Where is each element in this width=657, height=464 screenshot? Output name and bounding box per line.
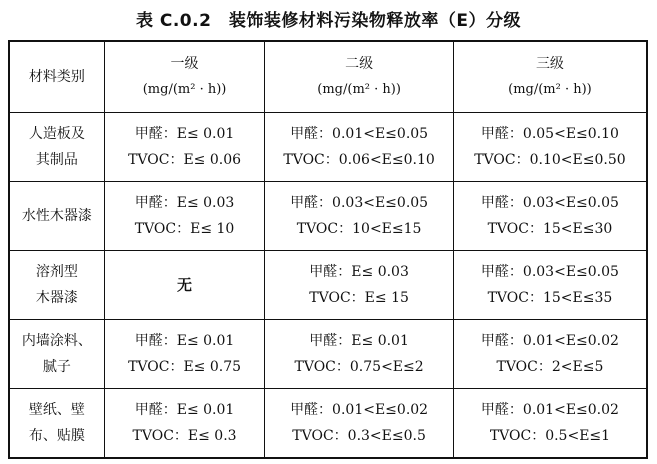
formaldehyde-limit: 甲醛：0.03<E≤0.05 — [290, 195, 429, 211]
tvoc-limit: TVOC：15<E≤35 — [487, 290, 613, 306]
table-row — [9, 113, 647, 182]
tvoc-limit: TVOC：0.75<E≤2 — [294, 359, 424, 375]
table-caption: 表 C.0.2 装饰装修材料污染物释放率（E）分级 — [135, 11, 522, 31]
formaldehyde-limit: 甲醛：0.01<E≤0.02 — [480, 402, 619, 418]
level1-cell — [104, 113, 265, 182]
formaldehyde-limit: 甲醛：E≤ 0.03 — [134, 195, 235, 211]
formaldehyde-limit: 甲醛：0.01<E≤0.02 — [480, 333, 619, 349]
table-row — [9, 389, 647, 459]
formaldehyde-limit: 甲醛：0.01<E≤0.05 — [290, 126, 429, 142]
category-line: 腻子 — [42, 359, 71, 375]
tvoc-limit: TVOC：0.10<E≤0.50 — [474, 152, 626, 168]
category-line: 木器漆 — [35, 290, 78, 306]
tvoc-limit: TVOC：15<E≤30 — [487, 221, 613, 237]
level1-cell — [104, 251, 265, 320]
category-line: 布、贴膜 — [28, 428, 85, 444]
header-level1-label: 一级 — [170, 56, 199, 72]
tvoc-limit: TVOC：0.06<E≤0.10 — [283, 152, 435, 168]
category-line: 壁纸、壁 — [28, 402, 85, 418]
level3-cell — [453, 113, 647, 182]
category-cell — [9, 389, 104, 459]
category-line: 水性木器漆 — [21, 208, 92, 224]
formaldehyde-limit: 甲醛：E≤ 0.01 — [134, 333, 235, 349]
category-cell — [9, 251, 104, 320]
header-level1-unit: (mg/(m² · h)) — [142, 82, 227, 97]
level1-cell — [104, 320, 265, 389]
formaldehyde-limit: 甲醛：E≤ 0.03 — [309, 264, 409, 280]
emission-grade-table — [8, 40, 648, 459]
level3-cell — [453, 320, 647, 389]
level2-cell — [265, 251, 454, 320]
formaldehyde-limit: 甲醛：0.05<E≤0.10 — [480, 126, 619, 142]
header-level3 — [453, 41, 647, 113]
level2-cell — [265, 320, 454, 389]
tvoc-limit: TVOC：E≤ 15 — [309, 290, 409, 306]
level3-cell — [453, 251, 647, 320]
formaldehyde-limit: 甲醛：E≤ 0.01 — [134, 402, 235, 418]
table-row — [9, 182, 647, 251]
formaldehyde-limit: 甲醛：E≤ 0.01 — [309, 333, 409, 349]
table-header-row — [9, 41, 647, 113]
header-level2 — [265, 41, 454, 113]
category-line: 溶剂型 — [35, 264, 78, 280]
header-level1 — [104, 41, 265, 113]
level2-cell — [265, 113, 454, 182]
formaldehyde-limit: 甲醛：E≤ 0.01 — [134, 126, 235, 142]
tvoc-limit: TVOC：2<E≤5 — [496, 359, 604, 375]
formaldehyde-limit: 甲醛：0.01<E≤0.02 — [290, 402, 429, 418]
header-level3-unit: (mg/(m² · h)) — [508, 82, 592, 97]
level3-cell — [453, 389, 647, 459]
tvoc-limit: TVOC：0.5<E≤1 — [489, 428, 611, 444]
level3-cell — [453, 182, 647, 251]
header-category: 材料类别 — [9, 41, 104, 113]
category-cell — [9, 113, 104, 182]
formaldehyde-limit: 甲醛：0.03<E≤0.05 — [480, 195, 619, 211]
category-line: 内墙涂料、 — [21, 333, 92, 349]
formaldehyde-limit: 甲醛：0.03<E≤0.05 — [480, 264, 619, 280]
category-line: 其制品 — [35, 152, 78, 168]
table-row — [9, 251, 647, 320]
level2-cell — [265, 182, 454, 251]
tvoc-limit: TVOC：10<E≤15 — [296, 221, 422, 237]
level2-cell — [265, 389, 454, 459]
tvoc-limit: TVOC：E≤ 10 — [134, 221, 235, 237]
header-level3-label: 三级 — [535, 56, 564, 72]
tvoc-limit: TVOC：0.3<E≤0.5 — [292, 428, 426, 444]
level1-cell — [104, 182, 265, 251]
tvoc-limit: TVOC：E≤ 0.06 — [128, 152, 242, 168]
table-row — [9, 320, 647, 389]
tvoc-limit: TVOC：E≤ 0.75 — [128, 359, 242, 375]
tvoc-limit: TVOC：E≤ 0.3 — [132, 428, 237, 444]
category-cell — [9, 320, 104, 389]
category-cell — [9, 182, 104, 251]
header-level2-label: 二级 — [345, 56, 374, 72]
no-grade-text: 无 — [177, 276, 193, 294]
category-line: 人造板及 — [28, 126, 85, 142]
level1-cell — [104, 389, 265, 459]
header-level2-unit: (mg/(m² · h)) — [317, 82, 401, 97]
